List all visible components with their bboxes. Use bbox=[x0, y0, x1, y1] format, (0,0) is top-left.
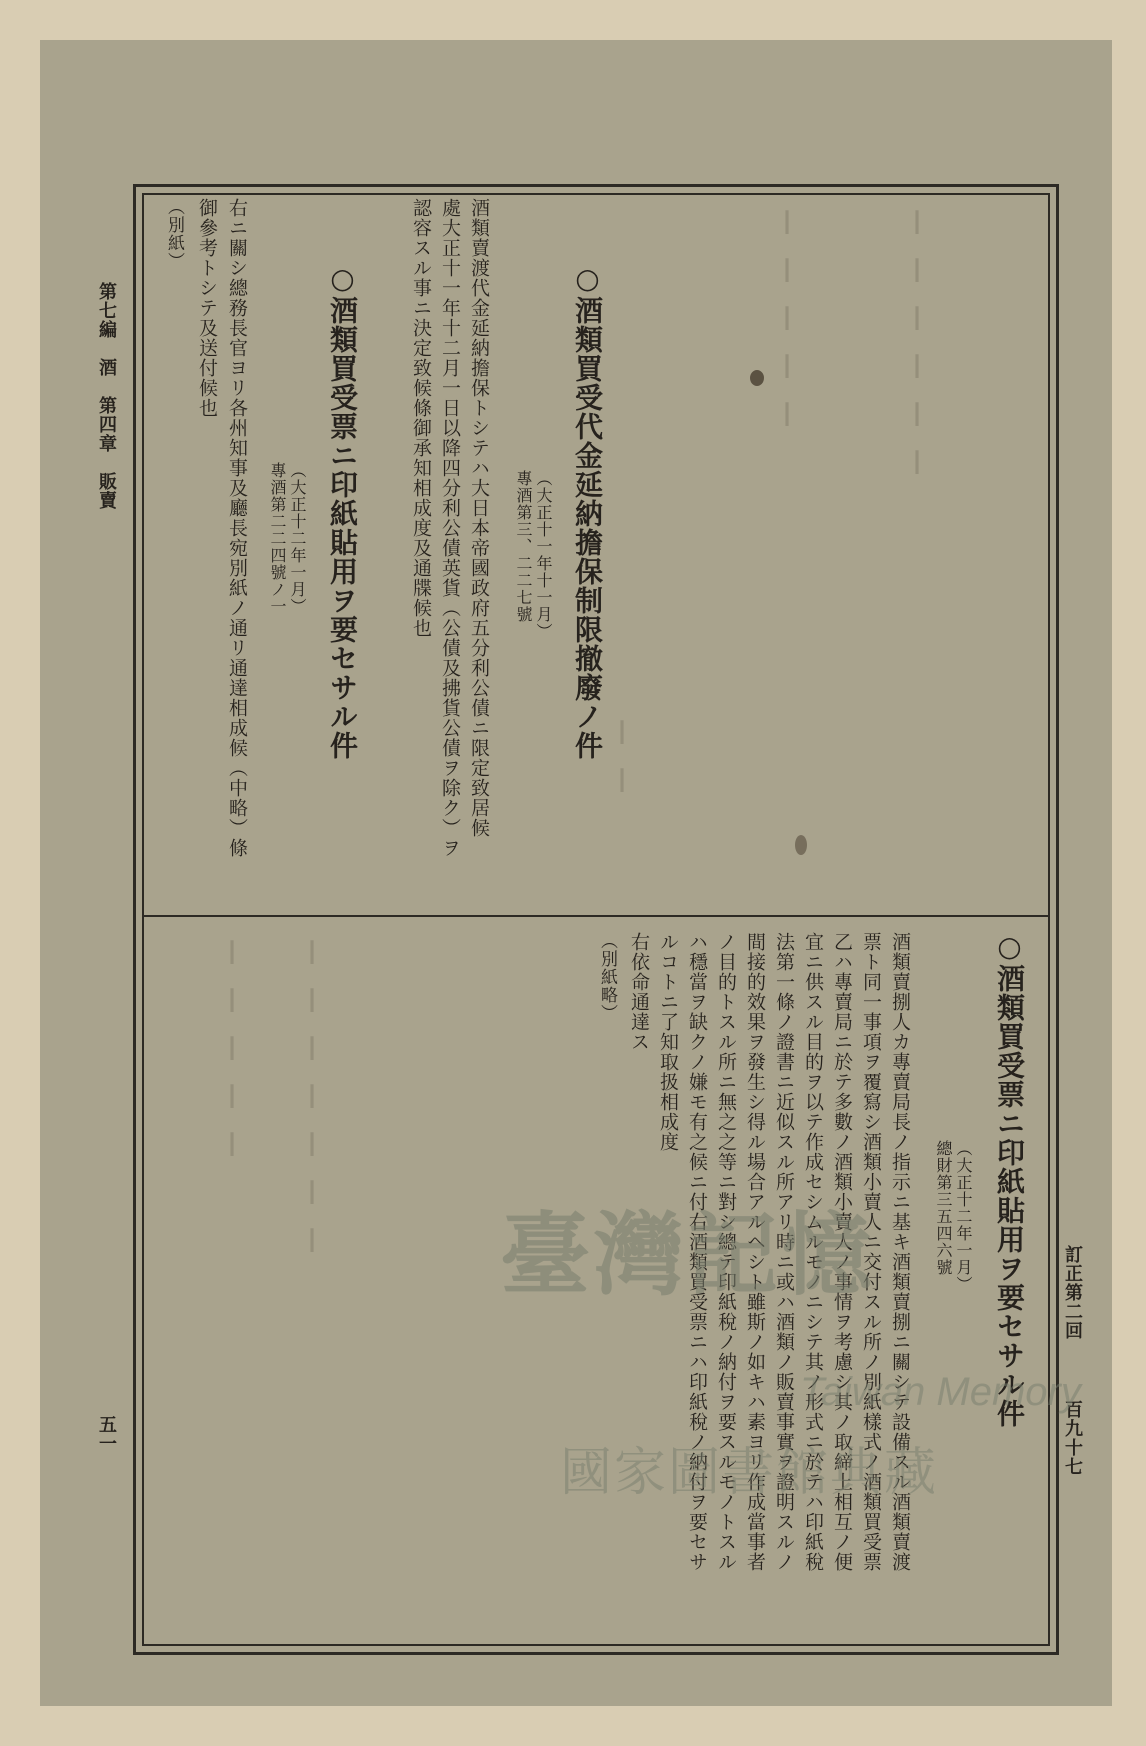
body-text-line: 認容スル事ニ決定致候條御承知相成度及通牒候也 bbox=[410, 198, 432, 638]
section-reference: 專酒第三、二二七號 bbox=[514, 470, 533, 623]
attachment-label: （別紙） bbox=[164, 198, 184, 270]
section-reference: （大正十一年十一月） bbox=[534, 470, 553, 640]
body-text-line: 票ト同一事項ヲ覆寫シ酒類小賣人ニ交付スル所ノ別紙樣式ノ酒類買受票 bbox=[860, 932, 882, 1572]
attachment-label: （別紙略） bbox=[597, 932, 617, 1022]
body-text-line: ルコトニ了知取扱相成度 bbox=[657, 932, 679, 1152]
section-title: ○酒類買受票ニ印紙貼用ヲ要セサル件 bbox=[993, 930, 1026, 1428]
body-text-line: 御參考トシテ及送付候也 bbox=[196, 198, 218, 418]
section-title: ○酒類買受票ニ印紙貼用ヲ要セサル件 bbox=[326, 262, 359, 760]
body-text-line: 酒類賣渡代金延納擔保トシテハ大日本帝國政府五分利公債ニ限定致居候 bbox=[468, 198, 490, 838]
bleed-through-text: ┃ ┃ bbox=[610, 720, 634, 792]
bleed-through-text: ┃ ┃ ┃ ┃ ┃ bbox=[775, 210, 799, 426]
watermark-library: 國家圖書館典藏 bbox=[560, 1443, 939, 1503]
section-divider bbox=[142, 915, 1048, 917]
body-text-line: ハ穩當ヲ缺クノ嫌モ有之候ニ付右酒類買受票ニハ印紙稅ノ納付ヲ要セサ bbox=[686, 932, 708, 1572]
section-reference: 總財第三五四六號 bbox=[934, 1140, 953, 1276]
revision-label: 訂正第二回 bbox=[1062, 1245, 1083, 1340]
body-text-line: 右依命通達ス bbox=[628, 932, 650, 1052]
body-text-line: ノ目的トスル所ニ無之之等ニ對シ總テ印紙稅ノ納付ヲ要スルモノトスル bbox=[715, 932, 737, 1572]
body-text-line: 宜ニ供スル目的ヲ以テ作成セシムルモノニシテ其ノ形式ニ於テハ印紙稅 bbox=[802, 932, 824, 1572]
section-reference: 專酒第二二四號ノ一 bbox=[268, 462, 287, 615]
bleed-through-text: ┃ ┃ ┃ ┃ ┃ ┃ ┃ bbox=[300, 940, 324, 1252]
page-kanji-number: 百九十七 bbox=[1062, 1400, 1083, 1476]
ink-stain bbox=[750, 370, 764, 386]
section-reference: （大正十二年一月） bbox=[954, 1140, 973, 1293]
bleed-through-text: ┃ ┃ ┃ ┃ ┃ ┃ bbox=[905, 210, 929, 474]
page-number: 五一 bbox=[96, 1415, 117, 1453]
watermark-english: Taiwan Memory bbox=[800, 1370, 1081, 1414]
chapter-header: 第七編 酒 第四章 販賣 bbox=[96, 282, 117, 510]
body-text-line: 右ニ關シ總務長官ヨリ各州知事及廳長宛別紙ノ通リ通達相成候（中略）條 bbox=[226, 198, 248, 858]
section-reference: （大正十二年一月） bbox=[288, 462, 307, 615]
ink-stain bbox=[795, 835, 807, 855]
watermark-logo: 臺灣記憶 bbox=[500, 1202, 876, 1308]
body-text-line: 乙ハ專賣局ニ於テ多數ノ酒類小賣人ノ事情ヲ考慮シ其ノ取締上相互ノ便 bbox=[831, 932, 853, 1572]
bleed-through-text: ┃ ┃ ┃ ┃ ┃ bbox=[220, 940, 244, 1156]
section-title: ○酒類買受代金延納擔保制限撤廢ノ件 bbox=[571, 262, 604, 760]
body-text-line: 酒類賣捌人カ專賣局長ノ指示ニ基キ酒類賣捌ニ關シテ設備スル酒類賣渡 bbox=[889, 932, 911, 1572]
body-text-line: 法第一條ノ證書ニ近似スル所アリ時ニ或ハ酒類ノ販賣事實ヲ證明スルノ bbox=[773, 932, 795, 1572]
body-text-line: 間接的效果ヲ發生シ得ル場合アルヘシト雖斯ノ如キハ素ヨリ作成當事者 bbox=[744, 932, 766, 1572]
body-text-line: 處大正十一年十二月一日以降四分利公債英貨（公債及拂貨公債ヲ除ク）ヲ bbox=[439, 198, 461, 858]
